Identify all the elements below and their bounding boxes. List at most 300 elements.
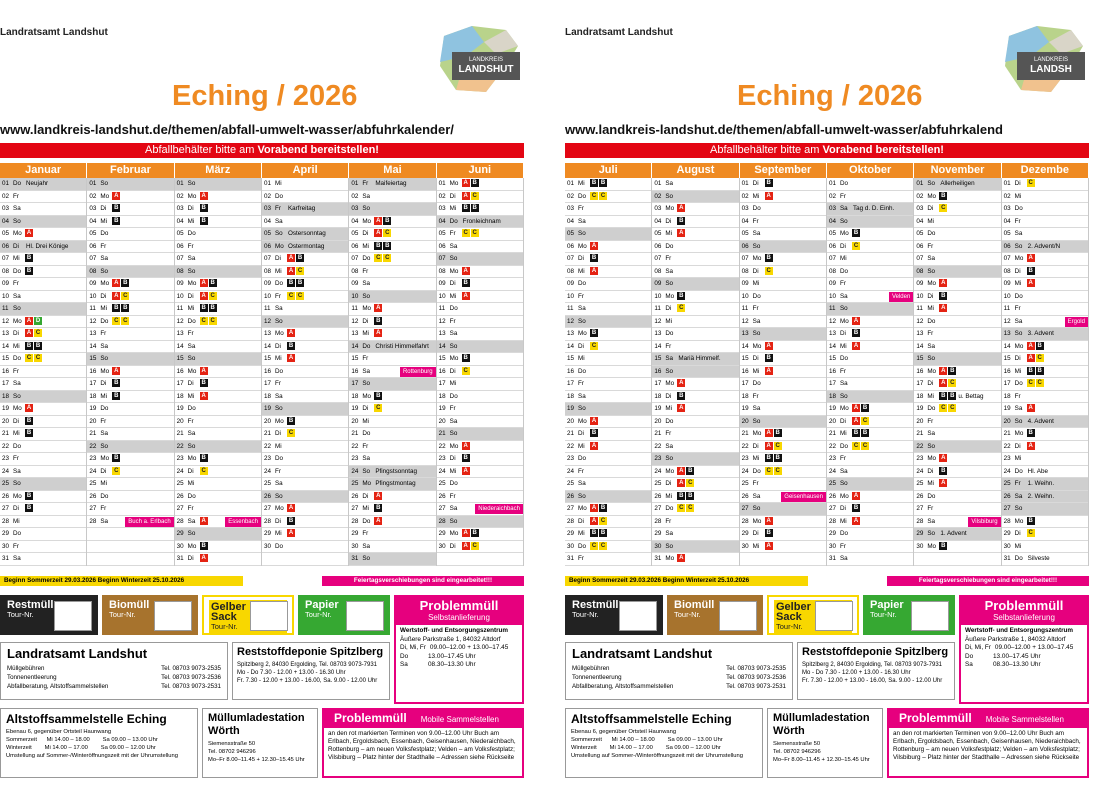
weekday: Mo (274, 417, 284, 425)
day-row (262, 528, 348, 541)
day-number: 03 (263, 205, 271, 212)
weekday: Di (187, 205, 194, 212)
weekday: Mo (839, 230, 849, 237)
weekday: Do (274, 542, 284, 550)
pickup-A-icon: A (201, 367, 206, 374)
pickup-B-icon: B (1028, 517, 1033, 524)
weekday: Sa (927, 517, 936, 525)
weekday: So (752, 417, 761, 425)
weekday: So (665, 367, 674, 375)
day-row (1002, 353, 1088, 366)
pickup-A-icon: A (463, 530, 468, 537)
pickup-A-icon: A (941, 380, 946, 387)
weekday: Mo (578, 330, 587, 337)
day-number: 14 (351, 342, 359, 350)
day-row (827, 178, 913, 191)
weekday: Fr (100, 505, 107, 512)
weekday: Mo (274, 242, 284, 250)
weekday: Mo (449, 442, 459, 450)
weekday: Sa (752, 230, 761, 237)
day-number: 08 (916, 267, 924, 275)
day-row (87, 278, 173, 291)
weekday: Do (839, 355, 849, 362)
pickup-A-icon: A (114, 292, 119, 299)
weekday: So (100, 267, 109, 275)
day-row (740, 391, 826, 404)
weekday: Mi (449, 205, 457, 212)
day-number: 21 (2, 430, 10, 437)
weekday: Sa (187, 517, 196, 525)
pickup-B-icon: B (210, 305, 215, 312)
weekday: Sa (274, 305, 283, 312)
pickup-A-icon: A (679, 405, 684, 412)
tour-number-field[interactable] (619, 601, 657, 631)
day-number: 22 (263, 442, 271, 450)
day-number: 20 (176, 417, 184, 425)
weekday: Sa (13, 555, 21, 562)
weekday: Fr (274, 467, 281, 475)
weekday: Mi (665, 405, 672, 412)
day-row (0, 253, 86, 266)
day-row (349, 478, 435, 491)
weekday: Mo (13, 492, 22, 500)
weekday: So (362, 555, 371, 562)
day-row (565, 541, 651, 554)
day-number: 30 (2, 542, 10, 550)
day-row (87, 428, 173, 441)
day-row (175, 291, 261, 304)
pickup-C-icon: C (600, 517, 606, 524)
weekday: So (927, 442, 936, 450)
pickup-B-icon: B (201, 205, 206, 212)
day-row (175, 541, 261, 554)
day-number: 22 (438, 442, 446, 450)
day-row (349, 528, 435, 541)
pickup-A-icon: A (679, 380, 684, 387)
pickup-C-icon: C (288, 292, 294, 299)
pickup-C-icon: C (600, 542, 606, 549)
day-number: 25 (741, 480, 749, 487)
website-url[interactable]: www.landkreis-landshut.de/themen/abfall-umwelt-wasser/abfuhrkalender/ (0, 122, 454, 137)
pickup-B-icon: B (766, 355, 771, 362)
day-row (87, 541, 173, 554)
month-header-row (0, 163, 524, 178)
weekday: Mo (449, 530, 459, 537)
day-row (262, 416, 348, 429)
pickup-A-icon: A (288, 267, 294, 274)
authority-name: Landratsamt Landshut (565, 27, 673, 38)
day-number: 03 (438, 205, 446, 212)
day-row (262, 553, 348, 566)
pickup-B-icon: B (376, 242, 381, 249)
pickup-A-icon: A (766, 542, 771, 549)
day-row (262, 491, 348, 504)
weekday: Fr (187, 242, 194, 250)
weekday: Mo (1014, 430, 1024, 437)
day-row (175, 216, 261, 229)
day-number: 02 (89, 192, 97, 200)
weekday: Sa (1014, 317, 1023, 325)
day-row (652, 466, 738, 479)
weekday: Sa (13, 380, 21, 387)
month-column (827, 178, 914, 566)
weekday: Di (665, 305, 672, 312)
tour-number-field[interactable] (346, 601, 384, 631)
pickup-A-icon: A (463, 442, 468, 449)
day-number: 15 (176, 355, 184, 362)
day-row (87, 491, 173, 504)
weekday: Do (362, 255, 371, 262)
day-number: 11 (654, 305, 661, 312)
day-number: 28 (916, 517, 924, 525)
day-row (652, 253, 738, 266)
pickup-A-icon: A (26, 330, 32, 337)
pickup-C-icon: C (385, 230, 390, 237)
day-row (565, 341, 651, 354)
day-number: 24 (567, 467, 575, 475)
tour-number-field[interactable] (250, 601, 288, 631)
day-row (175, 453, 261, 466)
pickup-B-icon: B (385, 217, 390, 224)
pickup-A-icon: A (1028, 280, 1033, 287)
weekday: Sa (449, 330, 458, 337)
day-number: 04 (567, 217, 575, 225)
pickup-A-icon: A (376, 230, 381, 237)
day-row (0, 553, 86, 566)
pickup-C-icon: C (288, 430, 294, 437)
day-number: 03 (176, 205, 184, 212)
weekday: Sa (839, 467, 848, 475)
day-number: 31 (351, 555, 359, 562)
website-url[interactable]: www.landkreis-landshut.de/themen/abfall-umwelt-wasser/abfuhrkalend (565, 122, 1004, 137)
weekday: Fr (927, 417, 934, 425)
mobile-collection-label: Vilsbiburg (968, 517, 1000, 527)
pickup-B-icon: B (853, 330, 859, 337)
tour-number-field[interactable] (911, 601, 949, 631)
weekday: Mo (274, 330, 284, 337)
day-number: 01 (916, 180, 924, 187)
weekday: So (187, 180, 196, 187)
day-row (827, 428, 913, 441)
pickup-C-icon: C (1028, 380, 1033, 387)
day-row (652, 291, 738, 304)
pickup-A-icon: A (376, 305, 381, 312)
day-row (914, 291, 1000, 304)
weekday: Di (578, 430, 584, 437)
day-row (349, 178, 435, 191)
day-row (740, 378, 826, 391)
day-row (652, 528, 738, 541)
weekday: Mi (1014, 280, 1022, 287)
day-row (827, 378, 913, 391)
day-row (87, 216, 173, 229)
pickup-B-icon: B (1028, 367, 1033, 374)
day-row (914, 266, 1000, 279)
weekday: Fr (449, 492, 456, 500)
day-row (437, 416, 523, 429)
day-number: 18 (89, 392, 97, 400)
weekday: Di (839, 242, 846, 250)
weekday: So (578, 405, 586, 412)
day-number: 18 (741, 392, 749, 400)
day-row (175, 203, 261, 216)
day-row (437, 241, 523, 254)
weekday: Mi (274, 180, 282, 187)
pickup-C-icon: C (210, 292, 215, 299)
weekday: So (274, 230, 283, 237)
weekday: Fr (927, 505, 934, 512)
weekday: Mo (187, 367, 197, 375)
day-number: 17 (263, 380, 271, 387)
day-row (349, 441, 435, 454)
day-row (914, 503, 1000, 516)
day-number: 06 (741, 242, 749, 250)
pickup-C-icon: C (591, 342, 597, 349)
day-row (437, 453, 523, 466)
weekday: Fr (927, 242, 934, 250)
day-number: 15 (2, 355, 10, 362)
day-number: 11 (1003, 305, 1011, 312)
day-row (175, 416, 261, 429)
tour-number-field[interactable] (154, 601, 192, 631)
pickup-A-icon: A (376, 330, 381, 337)
weekday: Mi (362, 330, 369, 337)
pickup-A-icon: A (288, 330, 294, 337)
day-row (0, 241, 86, 254)
day-row (565, 453, 651, 466)
weekday: Mo (362, 392, 372, 400)
day-number: 20 (654, 417, 662, 425)
pickup-B-icon: B (941, 192, 946, 199)
day-row (1002, 391, 1088, 404)
problem-waste-details: Wertstoff- und Entsorgungszentrum Äußere Parkstraße 1, 84032 Altdorf Di, Mi, Fr 09.00–12.00 + 13.00–17.45 Do 13.00–17.45 Uhr Sa 08.30–13.30 Uhr (965, 627, 1074, 668)
pickup-C-icon: C (463, 230, 468, 237)
weekday: Di (839, 417, 846, 425)
day-number: 11 (828, 305, 836, 312)
weekday: So (187, 355, 196, 362)
day-number: 23 (89, 455, 97, 462)
day-row (827, 516, 913, 529)
weekday: Do (274, 280, 284, 287)
day-number: 12 (828, 317, 836, 325)
day-row (1002, 266, 1088, 279)
weekday: Sa (752, 317, 761, 325)
day-number: 10 (351, 292, 359, 300)
day-number: 26 (89, 492, 97, 500)
day-row (437, 341, 523, 354)
day-row (175, 266, 261, 279)
holiday-label: 3. Advent (1027, 330, 1054, 337)
day-row (87, 353, 173, 366)
pickup-C-icon: C (123, 292, 128, 299)
day-number: 31 (2, 555, 10, 562)
day-row (175, 491, 261, 504)
weekday: Fr (1014, 217, 1021, 225)
day-number: 18 (2, 392, 10, 400)
day-number: 05 (1003, 230, 1011, 237)
pickup-A-icon: A (26, 317, 32, 324)
weekday: Mo (13, 317, 22, 325)
day-row (827, 366, 913, 379)
calendar-page-second-half (565, 0, 1098, 800)
day-row (827, 328, 913, 341)
day-number: 16 (1003, 367, 1011, 375)
day-row (914, 516, 1000, 529)
day-row (349, 391, 435, 404)
day-number: 12 (654, 317, 662, 325)
day-row (740, 316, 826, 329)
landkreis-logo (1001, 26, 1093, 96)
day-row (652, 491, 738, 504)
day-number: 15 (89, 355, 97, 362)
weekday: Sa (839, 205, 848, 212)
tour-number-field[interactable] (815, 601, 853, 631)
day-row (349, 203, 435, 216)
day-row (262, 291, 348, 304)
weekday: Di (449, 455, 456, 462)
day-row (349, 341, 435, 354)
weekday: So (752, 242, 761, 250)
day-number: 10 (567, 292, 575, 300)
pickup-A-icon: A (463, 192, 468, 199)
day-number: 19 (89, 405, 97, 412)
mobile-collection-label: Geisenhausen (781, 492, 826, 502)
day-number: 28 (741, 517, 749, 525)
day-row (652, 341, 738, 354)
day-number: 02 (351, 192, 359, 200)
weekday: Mi (927, 480, 934, 487)
altstoffsammelstelle-info: Altstoffsammelstelle Eching Ebenau 6, gegenüber Ortsteil Haunwang Sommerzeit Mi 14.00 – 18.00 Sa 09.00 – 13.00 Uhr Winterzeit Mi 14.00 – 17.00 Sa 09.00 – 12.00 Uhr Umstellung auf Sommer-/Winteröffnungszeit mit der Uhrumstellung (0, 708, 198, 778)
day-row (349, 328, 435, 341)
problem-waste-box (959, 595, 1089, 704)
day-number: 14 (176, 342, 184, 350)
landkreis-logo (436, 26, 528, 96)
day-number: 04 (89, 217, 97, 225)
day-number: 25 (2, 480, 10, 487)
day-row (87, 291, 173, 304)
day-row (565, 316, 651, 329)
day-number: 14 (828, 342, 836, 350)
mobile-collection-label: Essenbach (225, 517, 261, 527)
pickup-C-icon: C (385, 255, 390, 262)
weekday: Do (578, 542, 587, 550)
pickup-B-icon: B (950, 392, 955, 399)
mobile-collection-box: Problemmüll Mobile Sammelstellen an den rot markierten Terminen von 9.00–12.00 Uhr Buch am Erlbach, Ergoldsbach, Essenbach, Geisenhausen, Niederaichbach, Rottenburg – am neuen Volksfestplatz; Velden – am Volksfestplatz; Vilsbiburg – Platz hinter der Stadthalle – Adressen siehe Rückseite (322, 708, 524, 778)
pickup-C-icon: C (114, 317, 119, 324)
pickup-A-icon: A (853, 417, 859, 424)
weekday: So (187, 442, 196, 450)
day-row (1002, 203, 1088, 216)
day-number: 12 (351, 317, 359, 325)
pickup-A-icon: A (766, 367, 771, 374)
pickup-B-icon: B (688, 492, 693, 499)
day-number: 07 (176, 255, 184, 262)
pickup-B-icon: B (114, 392, 119, 399)
day-row (565, 503, 651, 516)
month-header: Januar (0, 163, 87, 178)
day-number: 29 (263, 530, 271, 537)
weekday: So (578, 230, 586, 237)
day-row (565, 416, 651, 429)
pickup-C-icon: C (1028, 180, 1033, 187)
day-number: 07 (351, 255, 359, 262)
day-row (437, 303, 523, 316)
day-row (740, 328, 826, 341)
month-column (437, 178, 524, 566)
day-row (437, 191, 523, 204)
day-row (87, 453, 173, 466)
month-header: März (175, 163, 262, 178)
day-number: 08 (654, 267, 662, 275)
day-number: 23 (2, 455, 10, 462)
day-row (437, 278, 523, 291)
season-note: Beginn Sommerzeit 29.03.2026 Beginn Winterzeit 25.10.2026 (0, 576, 243, 586)
day-number: 15 (654, 355, 662, 362)
day-row (914, 353, 1000, 366)
day-number: 11 (263, 305, 271, 312)
day-row (0, 541, 86, 554)
day-number: 29 (828, 530, 836, 537)
pickup-D-icon: D (35, 317, 41, 324)
day-row (437, 328, 523, 341)
day-number: 01 (828, 180, 836, 187)
day-row (740, 416, 826, 429)
day-row (827, 491, 913, 504)
day-row (437, 316, 523, 329)
day-number: 09 (263, 280, 271, 287)
day-row (914, 228, 1000, 241)
tour-papier: Papier Tour-Nr. (298, 595, 390, 635)
day-row (652, 453, 738, 466)
day-row (652, 366, 738, 379)
day-number: 18 (654, 392, 662, 400)
tour-number-field[interactable] (719, 601, 757, 631)
day-number: 08 (263, 267, 271, 275)
pickup-B-icon: B (463, 355, 468, 362)
day-row (914, 403, 1000, 416)
day-row (827, 191, 913, 204)
day-row (0, 203, 86, 216)
pickup-C-icon: C (950, 405, 955, 412)
day-row (349, 353, 435, 366)
day-number: 02 (263, 192, 271, 200)
pickup-A-icon: A (941, 280, 946, 287)
weekday: Fr (362, 530, 369, 537)
pickup-A-icon: A (288, 355, 294, 362)
day-number: 22 (567, 442, 575, 450)
day-number: 01 (741, 180, 749, 187)
pickup-B-icon: B (472, 205, 477, 212)
day-row (740, 353, 826, 366)
weekday: Fr (1014, 305, 1021, 312)
weekday: Di (13, 330, 19, 337)
weekday: Mo (752, 255, 762, 262)
tour-number-field[interactable] (54, 601, 92, 631)
day-number: 21 (1003, 430, 1011, 437)
day-number: 03 (1003, 205, 1011, 212)
day-row (1002, 428, 1088, 441)
day-number: 09 (828, 280, 836, 287)
day-row (740, 553, 826, 566)
day-number: 03 (741, 205, 749, 212)
weekday: Mo (927, 367, 937, 375)
weekday: Sa (1014, 230, 1023, 237)
day-row (1002, 278, 1088, 291)
day-row (0, 453, 86, 466)
day-row (175, 341, 261, 354)
weekday: Do (839, 267, 849, 275)
weekday: Di (100, 380, 107, 387)
